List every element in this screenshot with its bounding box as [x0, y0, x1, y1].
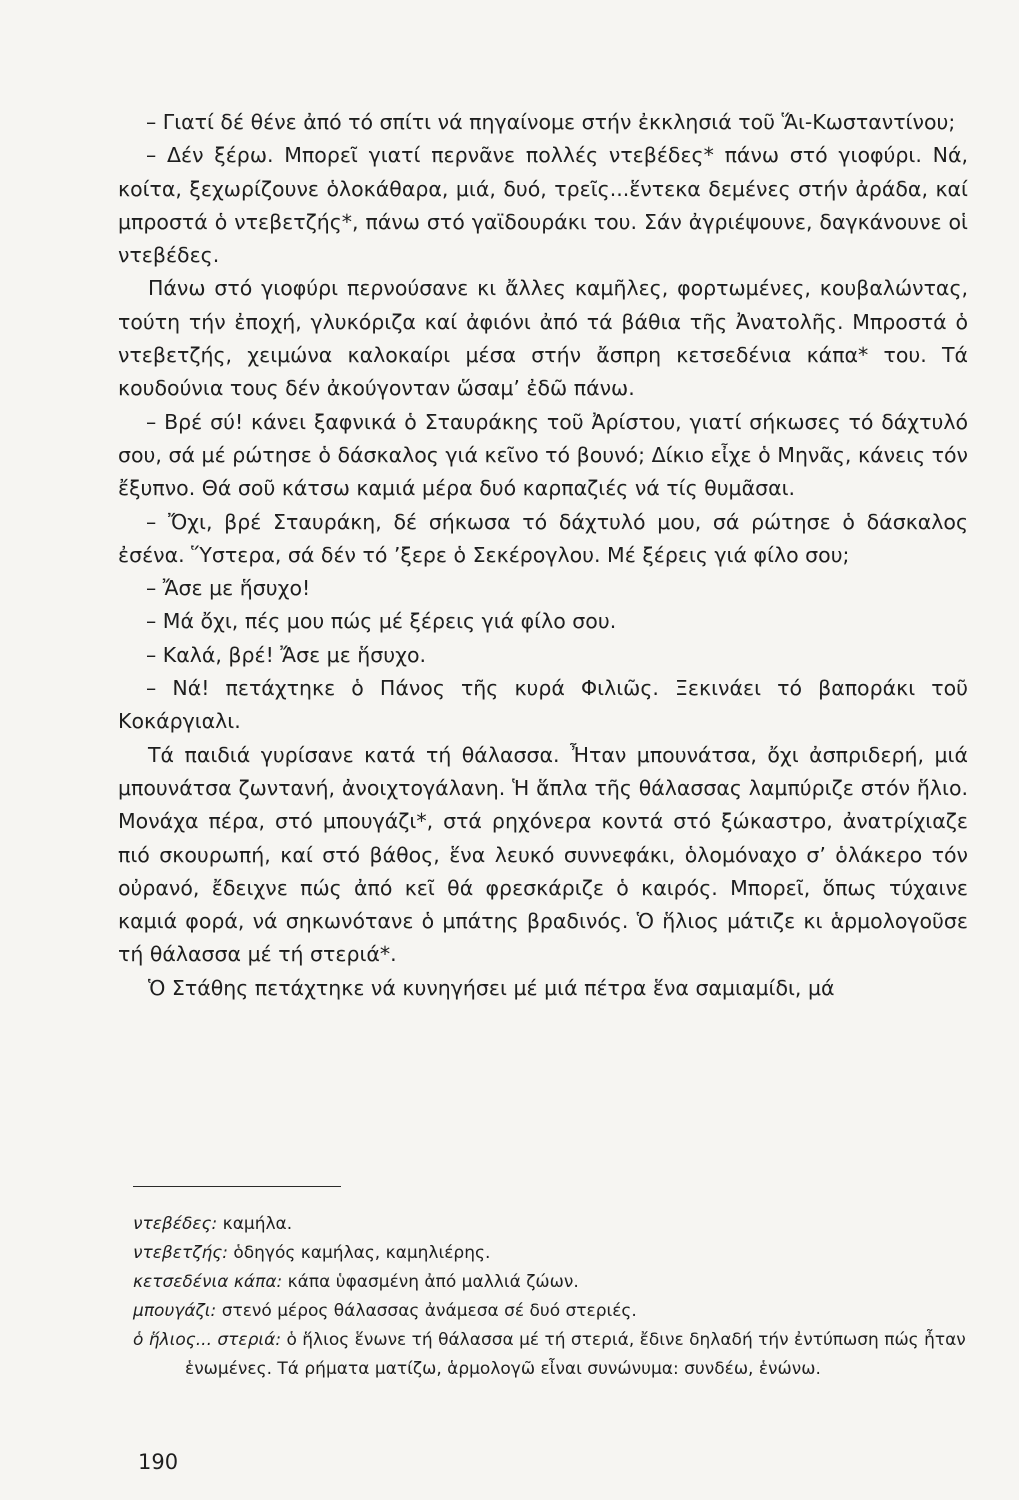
footnote-text: στενό μέρος θάλασσας ἀνάμεσα σέ δυό στεριές. — [221, 1301, 637, 1321]
dialogue-paragraph: – Νά! πετάχτηκε ὁ Πάνος τῆς κυρά Φιλιῶς. Ξεκινάει τό βαποράκι τοῦ Κοκάργιαλι. — [118, 676, 968, 734]
dialogue-paragraph: – Βρέ σύ! κάνει ξαφνικά ὁ Σταυράκης τοῦ Ἀρίστου, γιατί σήκωσες τό δάχτυλό σου, σά μέ ρώτησε ὁ δάσκαλος γιά κεῖνο τό βουνό; Δίκιο εἶχε ὁ Μηνᾶς, κάνεις τόν ἔξυπνο. Θά σοῦ κάτσω καμιά μέρα δυό καρπαζιές νά τίς θυμᾶσαι. — [118, 409, 968, 501]
dialogue-paragraph: – Καλά, βρέ! Ἄσε με ἥσυχο. — [146, 642, 427, 667]
narrative-paragraph: Πάνω στό γιοφύρι περνούσανε κι ἄλλες καμῆλες, φορτωμένες, κουβαλώντας, τούτη τήν ἐποχή, γλυκόριζα καί ἀφιόνι ἀπό τά βάθια τῆς Ἀνατολῆς. Μπροστά ὁ ντεβετζής, χειμώνα καλοκαίρι μέσα στήν ἄσπρη κετσεδένια κάπα* του. Τά κουδούνια τους δέν ἀκούγονταν ὥσαμ’ ἐδῶ πάνω. — [118, 276, 968, 401]
footnote-term: ντεβετζής: — [133, 1243, 228, 1263]
footnote-term: ὁ ἥλιος... στεριά: — [133, 1330, 282, 1350]
footnote — [133, 1268, 978, 1297]
narrative-paragraph: Τά παιδιά γυρίσανε κατά τή θάλασσα. Ἦταν μπουνάτσα, ὄχι ἀσπριδερή, μιά μπουνάτσα ζωντανή, ἀνοιχτογάλανη. Ἡ ἅπλα τῆς θάλασσας λαμπύριζε στόν ἥλιο. Μονάχα πέρα, στό μπουγάζι*, στά ρηχόνερα κοντά στό ξώκαστρο, ἀνατρίχιαζε πιό σκουρωπή, καί στό βάθος, ἕνα λευκό συννεφάκι, ὁλομόναχο σ’ ὁλάκερο τόν οὐρανό, ἔδειχνε πώς ἀπό κεῖ θά φρεσκάριζε ὁ καιρός. Μπορεῖ, ὅπως τύχαινε καμιά φορά, νά σηκωνότανε ὁ μπάτης βραδινός. Ὁ ἥλιος μάτιζε κι ἁρμολογοῦσε τή θάλασσα μέ τή στεριά*. — [118, 742, 968, 967]
footnote-text: ὁδηγός καμήλας, καμηλιέρης. — [233, 1243, 491, 1263]
page-number: 190 — [138, 1450, 179, 1474]
footnotes — [133, 1210, 978, 1384]
footnote-term: κετσεδένια κάπα: — [133, 1272, 283, 1292]
narrative-paragraph: Ὁ Στάθης πετάχτηκε νά κυνηγήσει μέ μιά πέτρα ἕνα σαμιαμίδι, μά — [148, 975, 835, 1000]
dialogue-paragraph: – Γιατί δέ θένε ἀπό τό σπίτι νά πηγαίνομε στήν ἐκκλησιά τοῦ Ἅι-Κωσταντίνου; — [146, 110, 956, 134]
footnote-divider — [133, 1186, 341, 1187]
dialogue-paragraph: – Μά ὄχι, πές μου πώς μέ ξέρεις γιά φίλο σου. — [146, 609, 617, 634]
footnote-text: καμήλα. — [222, 1214, 293, 1234]
dialogue-paragraph: – Δέν ξέρω. Μπορεῖ γιατί περνᾶνε πολλές ντεβέδες* πάνω στό γιοφύρι. Νά, κοίτα, ξεχωρίζουνε ὁλοκάθαρα, μιά, δυό, τρεῖς...ἕντεκα δεμένες στήν ἀράδα, καί μπροστά ὁ ντεβετζής*, πάνω στό γαϊδουράκι του. Σάν ἀγριέψουνε, δαγκάνουνε οἱ ντεβέδες. — [118, 143, 968, 268]
footnote-text: κάπα ὑφασμένη ἀπό μαλλιά ζώων. — [287, 1272, 579, 1292]
footnote-term: ντεβέδες: — [133, 1214, 218, 1234]
footnote — [133, 1297, 978, 1326]
footnote — [133, 1326, 978, 1384]
dialogue-paragraph: – Ὄχι, βρέ Σταυράκη, δέ σήκωσα τό δάχτυλό μου, σά ρώτησε ὁ δάσκαλος ἐσένα. Ὕστερα, σά δέν τό ’ξερε ὁ Σεκέρογλου. Μέ ξέρεις γιά φίλο σου; — [118, 509, 968, 567]
footnote-term: μπουγάζι: — [133, 1301, 217, 1321]
main-text — [118, 106, 968, 1005]
dialogue-paragraph: – Ἄσε με ἥσυχο! — [146, 576, 311, 601]
footnote-text: ὁ ἥλιος ἕνωνε τή θάλασσα μέ τή στεριά, ἔδινε δηλαδή τήν ἐντύπωση πώς ἦταν ἑνωμένες. Τά ρήματα ματίζω, ἁρμολογῶ εἶναι συνώνυμα: συνδέω, ἑνώνω. — [185, 1330, 966, 1379]
footnote — [133, 1210, 978, 1239]
footnote — [133, 1239, 978, 1268]
